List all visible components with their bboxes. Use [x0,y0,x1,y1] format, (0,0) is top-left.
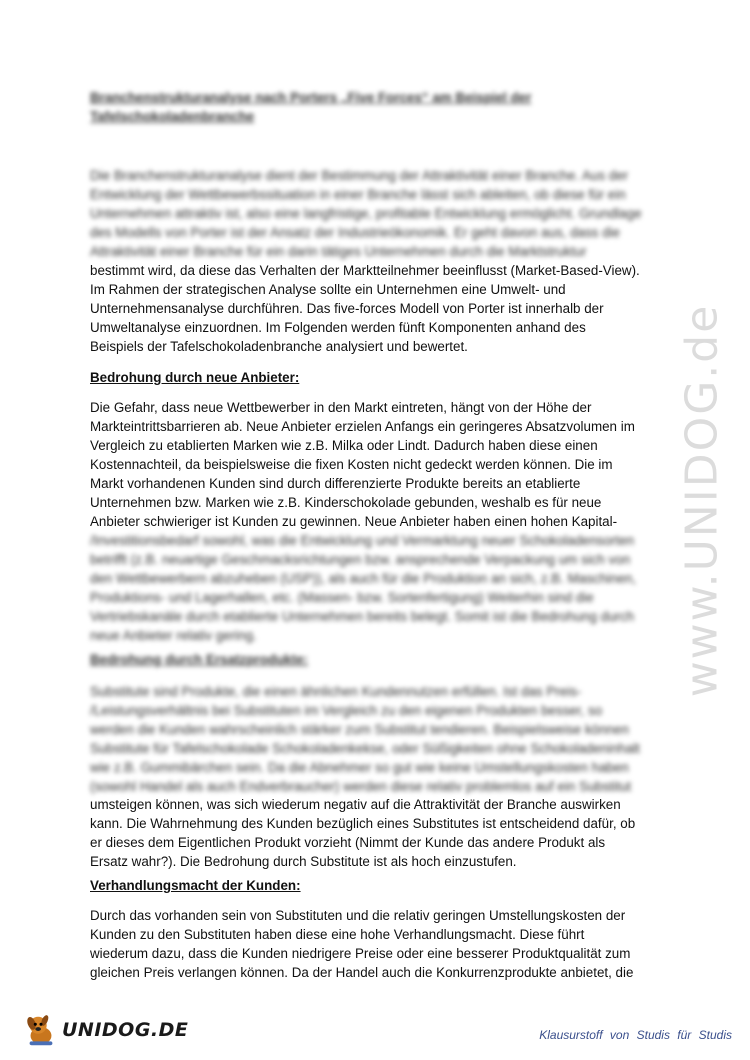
intro-line: Umweltanalyse einzuordnen. Im Folgenden werden fünft Komponenten anhand des [90,320,586,335]
section1-line: Markt vorhandenen Kunden sind durch differenzierte Produkte bereits an etablierte [90,476,581,491]
section1-line: Markteintrittsbarrieren ab. Neue Anbieter erzielen Anfangs ein geringeres Absatzvolumen im [90,419,635,434]
watermark-text: www.UNIDOG.de [676,303,728,697]
section1-line: /Investitionsbedarf sowohl, was die Entwicklung und Vermarktung neuer Schokoladensorten [90,533,635,548]
section1-line: Kostennachteil, da beispielsweise die fixen Kosten nicht gedeckt werden können. Die im [90,457,613,472]
section1-line: den Wettbewerbern abzuheben (USP)), als auch für die Produktion an sich, z.B. Maschinen, [90,571,637,586]
intro-line: Beispiels der Tafelschokoladenbranche analysiert und bewertet. [90,339,468,354]
intro-line: Unternehmen attraktiv ist, also eine langfristige, profitable Entwicklung ermöglicht. Grundlage [90,206,642,221]
section2-line: kann. Die Wahrnehmung des Kunden bezüglich eines Substitutes ist entscheidend dafür, ob [90,816,636,831]
section1-line: neue Anbieter relativ gering. [90,628,257,643]
section1-line: Anbieter schwieriger ist Kunden zu gewinnen. Neue Anbieter haben einen hohen Kapital- [90,514,618,529]
section2-line: Substitute sind Produkte, die einen ähnlichen Kundennutzen erfüllen. Ist das Preis- [90,684,582,699]
section2-line: Ersatz wahr?). Die Bedrohung durch Substitute ist als hoch einzustufen. [90,854,517,869]
intro-line: des Modells von Porter ist der Ansatz der Industrieökonomik. Er geht davon aus, dass die [90,225,620,240]
intro-line: bestimmt wird, da diese das Verhalten der Marktteilnehmer beeinflusst (Market-Based-View). [90,263,640,278]
section1-line: Produktions- und Lagerhallen, etc. (Massen- bzw. Sortenfertigung) Weiterhin sind die [90,590,594,605]
doc-title-line-2: Tafelschokoladenbranche [90,109,255,124]
section2-line: /Leistungsverhältnis bei Substituten im Vergleich zu den eigenen Produkten besser, so [90,703,603,718]
section-heading-substitutes: Bedrohung durch Ersatzprodukte: [90,652,308,667]
logo-text: UNIDOG.DE [62,1019,189,1041]
section1-line: Die Gefahr, dass neue Wettbewerber in den Markt eintreten, hängt von der Höhe der [90,400,592,415]
section2-line: Substitute für Tafelschokolade Schokoladenkekse, oder Süßigkeiten ohne Schokoladeninhalt [90,741,640,756]
section3-line: gleichen Preis verlangen können. Da der Handel auch die Konkurrenzprodukte anbietet, die [90,965,634,980]
watermark [672,250,732,750]
section1-line: Unternehmen bzw. Marken wie z.B. Kinderschokolade gebunden, weshalb es für neue [90,495,602,510]
section3-line: wiederum dazu, dass die Kunden niedrigere Preise oder eine besserer Produktqualität zum [90,946,631,961]
intro-line: Die Branchenstrukturanalyse dient der Bestimmung der Attraktivität einer Branche. Aus der [90,168,629,183]
section2-line: er dieses dem Eigentlichen Produkt vorzieht (Nimmt der Kunde das andere Produkt als [90,835,606,850]
intro-line: Entwicklung der Wettbewerbssituation in einer Branche lässt sich ableiten, ob diese für ein [90,187,626,202]
intro-line: Im Rahmen der strategischen Analyse sollte ein Unternehmen eine Umwelt- und [90,282,566,297]
dog-mascot-icon [22,1011,60,1049]
section-heading-customer-power: Verhandlungsmacht der Kunden: [90,878,301,893]
section3-line: Kunden zu den Substituten haben diese eine hohe Verhandlungsmacht. Diese führt [90,927,585,942]
section1-line: betrifft (z.B. neuartige Geschmacksrichtungen bzw. ansprechende Verpackung um sich von [90,552,631,567]
section2-line: werden die Kunden wahrscheinlich stärker zum Substitut tendieren. Beispielsweise können [90,722,629,737]
section3-line: Durch das vorhanden sein von Substituten und die relativ geringen Umstellungskosten der [90,908,626,923]
section1-line: Vertriebskanäle durch etablierte Unternehmen bereits belegt. Somit ist die Bedrohung durch [90,609,635,624]
footer-tagline: Klausurstoff von Studis für Studis [539,1028,732,1042]
section2-line: (sowohl Handel als auch Endverbraucher) werden diese relativ problemlos auf ein Substitut [90,779,632,794]
doc-title-line-1: Branchenstrukturanalyse nach Porters „Five Forces“ am Beispiel der [90,90,532,105]
section2-line: umsteigen können, was sich wiederum negativ auf die Attraktivität der Branche auswirken [90,797,621,812]
section1-line: Vergleich zu etablierten Marken wie z.B. Milka oder Lindt. Dadurch haben diese einen [90,438,598,453]
unidog-logo[interactable] [22,1010,188,1050]
section-heading-new-entrants: Bedrohung durch neue Anbieter: [90,370,300,385]
section2-line: wie z.B. Gummibärchen sein. Da die Abnehmer so gut wie keine Umstellungskosten haben [90,760,629,775]
intro-line: Attraktivität einer Branche für ein darin tätiges Unternehmen durch die Marktstruktur [90,244,587,259]
intro-line: Unternehmensanalyse durchführen. Das five-forces Modell von Porter ist innerhalb der [90,301,604,316]
